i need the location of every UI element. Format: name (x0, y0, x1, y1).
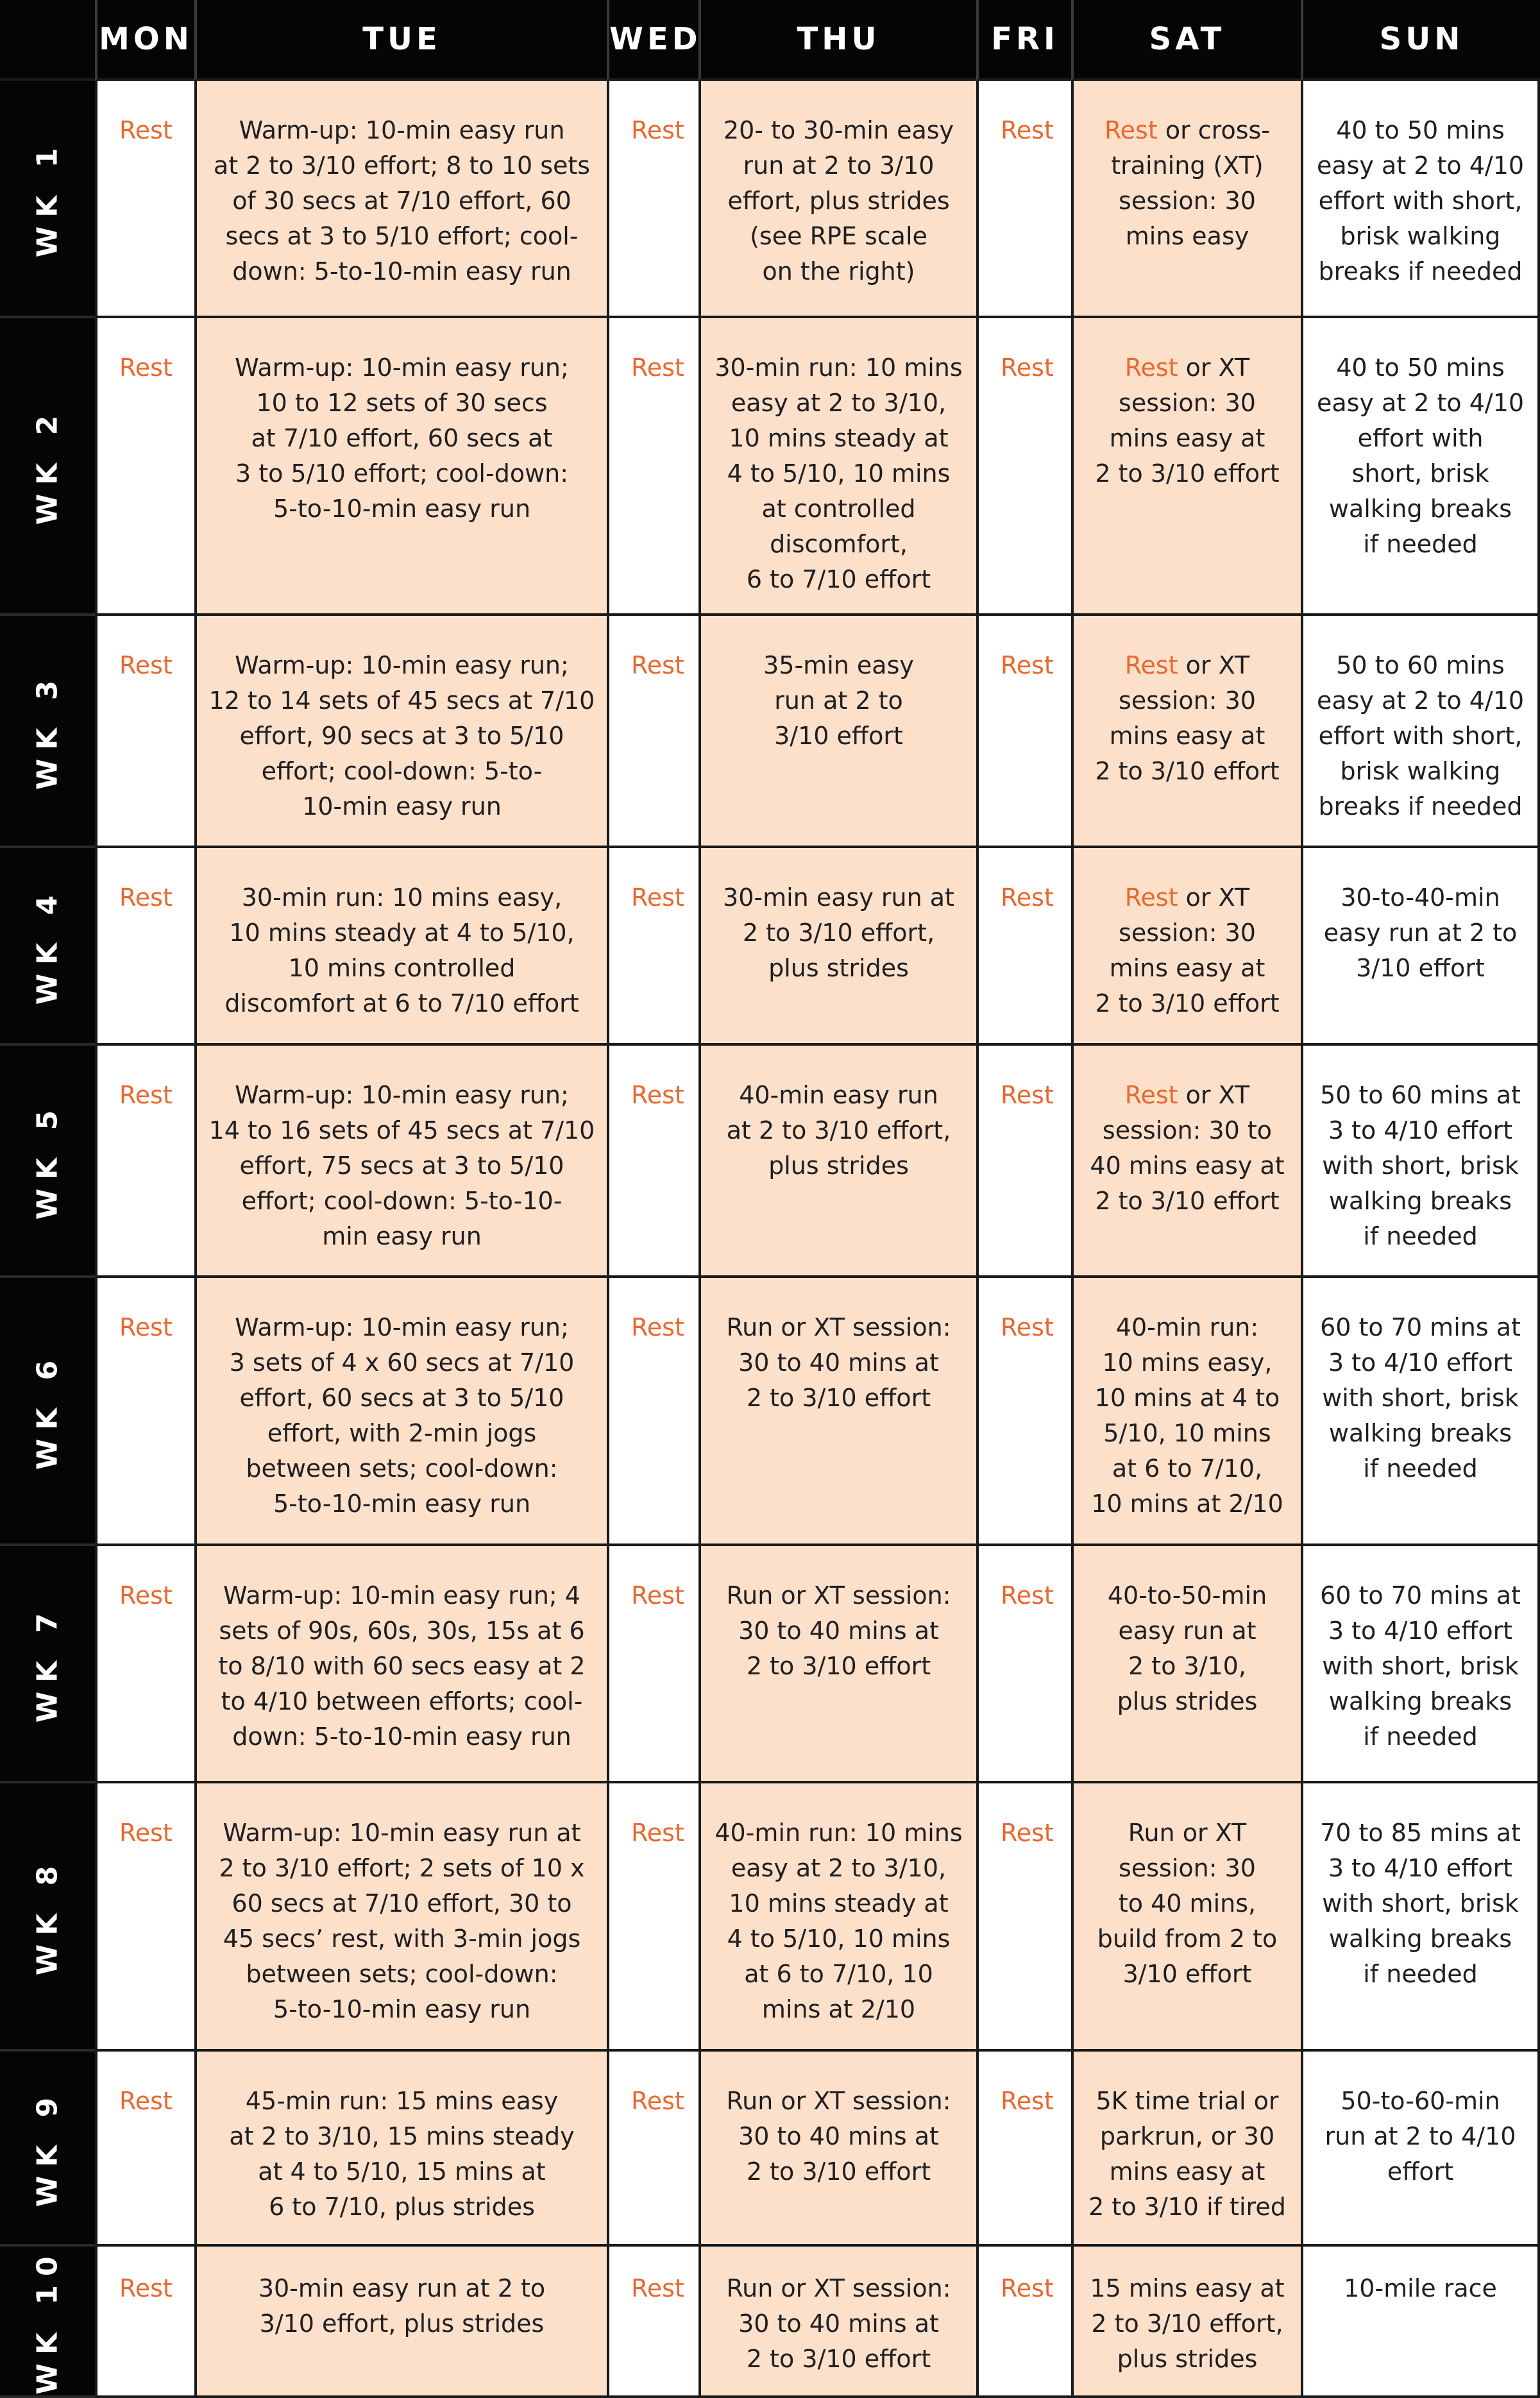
sat-text: 15 mins easy at 2 to 3/10 effort, plus strides (1090, 2274, 1285, 2373)
week-label-cell (0, 1546, 95, 1783)
tue-workout: Warm-up: 10-min easy run at 2 to 3/10 effort; 8 to 10 sets of 30 secs at 7/10 effort, 60 secs at 3 to 5/10 effort; cool- down: 5-to-10-min easy run (213, 116, 591, 285)
week-row (0, 1046, 1540, 1278)
sun-cell (1301, 1546, 1540, 1783)
sat-workout (1083, 350, 1292, 491)
wed-rest: Rest (631, 1819, 684, 1847)
thu-workout: 20- to 30-min easy run at 2 to 3/10 effort, plus strides (see RPE scale on the right) (723, 116, 954, 285)
tue-workout: 30-min easy run at 2 to 3/10 effort, plus strides (258, 2274, 546, 2338)
tue-workout: 45-min run: 15 mins easy at 2 to 3/10, 15 mins steady at 4 to 5/10, 15 mins at 6 to 7/10, plus strides (229, 2087, 575, 2221)
sat-text: or XT session: 30 mins easy at 2 to 3/10 effort (1095, 353, 1280, 488)
thu-cell (698, 848, 976, 1046)
sat-text: or XT session: 30 mins easy at 2 to 3/10 effort (1095, 883, 1280, 1017)
wed-rest: Rest (631, 116, 684, 144)
sat-text: Run or XT session: 30 to 40 mins, build from 2 to 3/10 effort (1097, 1819, 1278, 1988)
wed-cell (607, 2247, 698, 2398)
mon-rest: Rest (119, 883, 173, 912)
week-row (0, 1546, 1540, 1783)
week-label-cell (0, 318, 95, 616)
week-label-cell (0, 1046, 95, 1278)
fri-rest: Rest (1001, 651, 1054, 679)
thu-cell (698, 1546, 976, 1783)
mon-rest: Rest (119, 116, 173, 144)
mon-cell (95, 1783, 194, 2052)
week-label: WK 3 (31, 671, 64, 790)
tue-cell (194, 848, 607, 1046)
week-row (0, 318, 1540, 616)
fri-cell (976, 1783, 1071, 2052)
sat-cell (1071, 2247, 1301, 2398)
sat-workout (1083, 880, 1292, 1021)
thu-workout: 40-min run: 10 mins easy at 2 to 3/10, 10 mins steady at 4 to 5/10, 10 mins at 6 to 7/10, 10 mins at 2/10 (715, 1819, 963, 2023)
mon-cell (95, 616, 194, 848)
thu-workout: 30-min run: 10 mins easy at 2 to 3/10, 10 mins steady at 4 to 5/10, 10 mins at controlled discomfort, 6 to 7/10 effort (715, 353, 963, 593)
tue-cell (194, 318, 607, 616)
sat-text: or XT session: 30 to 40 mins easy at 2 to 3/10 effort (1090, 1081, 1285, 1215)
fri-rest: Rest (1001, 1819, 1054, 1847)
week-label: WK 10 (31, 2247, 64, 2395)
sat-cell (1071, 616, 1301, 848)
sun-workout: 60 to 70 mins at 3 to 4/10 effort with short, brisk walking breaks if needed (1320, 1581, 1521, 1751)
wed-rest: Rest (631, 1581, 684, 1610)
sun-workout: 60 to 70 mins at 3 to 4/10 effort with short, brisk walking breaks if needed (1320, 1313, 1521, 1483)
week-label-cell (0, 616, 95, 848)
week-row (0, 2247, 1540, 2398)
sun-cell (1301, 848, 1540, 1046)
day-header-fri: FRI (976, 0, 1071, 81)
sat-cell (1071, 1783, 1301, 2052)
week-label-cell (0, 81, 95, 318)
wed-cell (607, 2052, 698, 2247)
wed-cell (607, 1546, 698, 1783)
week-row (0, 848, 1540, 1046)
sat-workout (1083, 1078, 1292, 1219)
sun-cell (1301, 616, 1540, 848)
wed-cell (607, 848, 698, 1046)
sat-workout (1083, 2084, 1292, 2225)
thu-cell (698, 616, 976, 848)
fri-cell (976, 1546, 1071, 1783)
thu-workout: Run or XT session: 30 to 40 mins at 2 to 3/10 effort (726, 2087, 951, 2186)
sun-cell (1301, 81, 1540, 318)
tue-workout: Warm-up: 10-min easy run; 12 to 14 sets of 45 secs at 7/10 effort, 90 secs at 3 to 5/10 effort; cool-down: 5-to- 10-min easy run (208, 651, 595, 821)
wed-rest: Rest (631, 2087, 684, 2115)
sat-workout (1083, 113, 1292, 254)
day-header-sun: SUN (1301, 0, 1540, 81)
mon-cell (95, 1278, 194, 1546)
week-label-cell (0, 2247, 95, 2398)
week-label-cell (0, 1783, 95, 2052)
sun-cell (1301, 2052, 1540, 2247)
sat-cell (1071, 318, 1301, 616)
week-row (0, 1278, 1540, 1546)
thu-workout: Run or XT session: 30 to 40 mins at 2 to 3/10 effort (726, 1581, 951, 1680)
mon-rest: Rest (119, 1313, 173, 1341)
sat-text: or cross- training (XT) session: 30 mins easy (1111, 116, 1271, 250)
fri-cell (976, 616, 1071, 848)
thu-workout: Run or XT session: 30 to 40 mins at 2 to 3/10 effort (726, 1313, 951, 1412)
fri-rest: Rest (1001, 1581, 1054, 1610)
fri-cell (976, 2247, 1071, 2398)
tue-workout: Warm-up: 10-min easy run; 4 sets of 90s, 60s, 30s, 15s at 6 to 8/10 with 60 secs easy at 2 to 4/10 between efforts; cool- down: 5-to-10-min easy run (218, 1581, 586, 1751)
mon-cell (95, 1546, 194, 1783)
fri-rest: Rest (1001, 353, 1054, 382)
tue-cell (194, 81, 607, 318)
week-label: WK 8 (31, 1857, 64, 1976)
day-header-sat: SAT (1071, 0, 1301, 81)
thu-workout: 35-min easy run at 2 to 3/10 effort (763, 651, 914, 750)
mon-rest: Rest (119, 1081, 173, 1109)
sat-workout (1083, 1816, 1292, 1992)
sat-text: 40-to-50-min easy run at 2 to 3/10, plus strides (1107, 1581, 1267, 1715)
wed-cell (607, 1278, 698, 1546)
week-label: WK 2 (31, 406, 64, 525)
week-label: WK 4 (31, 886, 64, 1005)
tue-workout: 30-min run: 10 mins easy, 10 mins steady at 4 to 5/10, 10 mins controlled discomfort at 6 to 7/10 effort (224, 883, 579, 1017)
tue-cell (194, 2052, 607, 2247)
mon-cell (95, 1046, 194, 1278)
wed-rest: Rest (631, 1313, 684, 1341)
sun-cell (1301, 1278, 1540, 1546)
sat-workout (1083, 1578, 1292, 1719)
thu-workout: 30-min easy run at 2 to 3/10 effort, plus strides (723, 883, 954, 982)
wed-rest: Rest (631, 2274, 684, 2302)
wed-rest: Rest (631, 1081, 684, 1109)
day-header-thu: THU (698, 0, 976, 81)
sat-cell (1071, 2052, 1301, 2247)
wed-rest: Rest (631, 883, 684, 912)
sat-rest: Rest (1124, 353, 1178, 382)
thu-cell (698, 1783, 976, 2052)
tue-workout: Warm-up: 10-min easy run; 3 sets of 4 x 60 secs at 7/10 effort, 60 secs at 3 to 5/10 effort, with 2-min jogs between sets; cool-down: 5-to-10-min easy run (229, 1313, 575, 1518)
sun-workout: 30-to-40-min easy run at 2 to 3/10 effort (1323, 883, 1518, 982)
day-header-mon: MON (95, 0, 194, 81)
mon-cell (95, 318, 194, 616)
mon-cell (95, 848, 194, 1046)
week-label-cell (0, 1278, 95, 1546)
mon-cell (95, 2052, 194, 2247)
thu-cell (698, 2052, 976, 2247)
week-label: WK 1 (31, 139, 64, 258)
sat-workout (1083, 648, 1292, 789)
plan-body (0, 81, 1540, 2398)
sat-rest: Rest (1124, 1081, 1178, 1109)
sun-workout: 40 to 50 mins easy at 2 to 4/10 effort with short, brisk walking breaks if needed (1316, 116, 1525, 285)
header-row (0, 0, 1540, 81)
sun-cell (1301, 1783, 1540, 2052)
thu-cell (698, 1046, 976, 1278)
thu-cell (698, 1278, 976, 1546)
week-row (0, 81, 1540, 318)
fri-rest: Rest (1001, 883, 1054, 912)
wed-rest: Rest (631, 353, 684, 382)
header-corner (0, 0, 95, 81)
sun-cell (1301, 318, 1540, 616)
week-label: WK 6 (31, 1351, 64, 1470)
tue-cell (194, 2247, 607, 2398)
week-label: WK 7 (31, 1604, 64, 1723)
sat-cell (1071, 1546, 1301, 1783)
sat-text: or XT session: 30 mins easy at 2 to 3/10 effort (1095, 651, 1280, 785)
fri-rest: Rest (1001, 1081, 1054, 1109)
mon-cell (95, 2247, 194, 2398)
thu-cell (698, 81, 976, 318)
fri-rest: Rest (1001, 1313, 1054, 1341)
mon-rest: Rest (119, 651, 173, 679)
fri-rest: Rest (1001, 2274, 1054, 2302)
fri-cell (976, 318, 1071, 616)
sun-cell (1301, 2247, 1540, 2398)
wed-cell (607, 616, 698, 848)
week-label: WK 5 (31, 1101, 64, 1220)
week-label-cell (0, 2052, 95, 2247)
sun-cell (1301, 1046, 1540, 1278)
sun-workout: 10-mile race (1344, 2274, 1497, 2302)
fri-cell (976, 1278, 1071, 1546)
fri-rest: Rest (1001, 116, 1054, 144)
sun-workout: 70 to 85 mins at 3 to 4/10 effort with short, brisk walking breaks if needed (1320, 1819, 1521, 1988)
sat-rest: Rest (1124, 651, 1178, 679)
sat-workout (1083, 1310, 1292, 1522)
tue-workout: Warm-up: 10-min easy run; 10 to 12 sets of 30 secs at 7/10 effort, 60 secs at 3 to 5/10 effort; cool-down: 5-to-10-min easy run (235, 353, 569, 523)
wed-cell (607, 81, 698, 318)
fri-cell (976, 2052, 1071, 2247)
thu-cell (698, 318, 976, 616)
sat-cell (1071, 81, 1301, 318)
mon-rest: Rest (119, 2087, 173, 2115)
week-row (0, 1783, 1540, 2052)
thu-workout: 40-min easy run at 2 to 3/10 effort, plus strides (726, 1081, 951, 1180)
tue-workout: Warm-up: 10-min easy run; 14 to 16 sets of 45 secs at 7/10 effort, 75 secs at 3 to 5/10 effort; cool-down: 5-to-10- min easy run (208, 1081, 595, 1250)
week-row (0, 616, 1540, 848)
sun-workout: 50-to-60-min run at 2 to 4/10 effort (1324, 2087, 1516, 2186)
wed-cell (607, 1783, 698, 2052)
sat-rest: Rest (1124, 883, 1178, 912)
tue-workout: Warm-up: 10-min easy run at 2 to 3/10 effort; 2 sets of 10 x 60 secs at 7/10 effort, 30 to 45 secs’ rest, with 3-min jogs between sets; cool-down: 5-to-10-min easy run (219, 1819, 585, 2023)
fri-cell (976, 81, 1071, 318)
sun-workout: 40 to 50 mins easy at 2 to 4/10 effort with short, brisk walking breaks if needed (1316, 353, 1525, 558)
mon-cell (95, 81, 194, 318)
wed-cell (607, 318, 698, 616)
tue-cell (194, 616, 607, 848)
fri-cell (976, 848, 1071, 1046)
day-header-tue: TUE (194, 0, 607, 81)
tue-cell (194, 1046, 607, 1278)
week-label: WK 9 (31, 2088, 64, 2207)
sun-workout: 50 to 60 mins at 3 to 4/10 effort with short, brisk walking breaks if needed (1320, 1081, 1521, 1250)
mon-rest: Rest (119, 1581, 173, 1610)
sat-text: 40-min run: 10 mins easy, 10 mins at 4 to 5/10, 10 mins at 6 to 7/10, 10 mins at 2/10 (1091, 1313, 1283, 1518)
fri-rest: Rest (1001, 2087, 1054, 2115)
sat-cell (1071, 1046, 1301, 1278)
wed-cell (607, 1046, 698, 1278)
mon-rest: Rest (119, 2274, 173, 2302)
tue-cell (194, 1278, 607, 1546)
week-label-cell (0, 848, 95, 1046)
sat-cell (1071, 848, 1301, 1046)
sat-cell (1071, 1278, 1301, 1546)
tue-cell (194, 1783, 607, 2052)
thu-workout: Run or XT session: 30 to 40 mins at 2 to 3/10 effort (726, 2274, 951, 2373)
sat-rest: Rest (1104, 116, 1158, 144)
sat-text: 5K time trial or parkrun, or 30 mins easy at 2 to 3/10 if tired (1088, 2087, 1286, 2221)
fri-cell (976, 1046, 1071, 1278)
mon-rest: Rest (119, 1819, 173, 1847)
wed-rest: Rest (631, 651, 684, 679)
mon-rest: Rest (119, 353, 173, 382)
week-row (0, 2052, 1540, 2247)
thu-cell (698, 2247, 976, 2398)
tue-cell (194, 1546, 607, 1783)
sun-workout: 50 to 60 mins easy at 2 to 4/10 effort with short, brisk walking breaks if needed (1316, 651, 1525, 821)
sat-workout (1083, 2271, 1292, 2377)
day-header-wed: WED (607, 0, 698, 81)
